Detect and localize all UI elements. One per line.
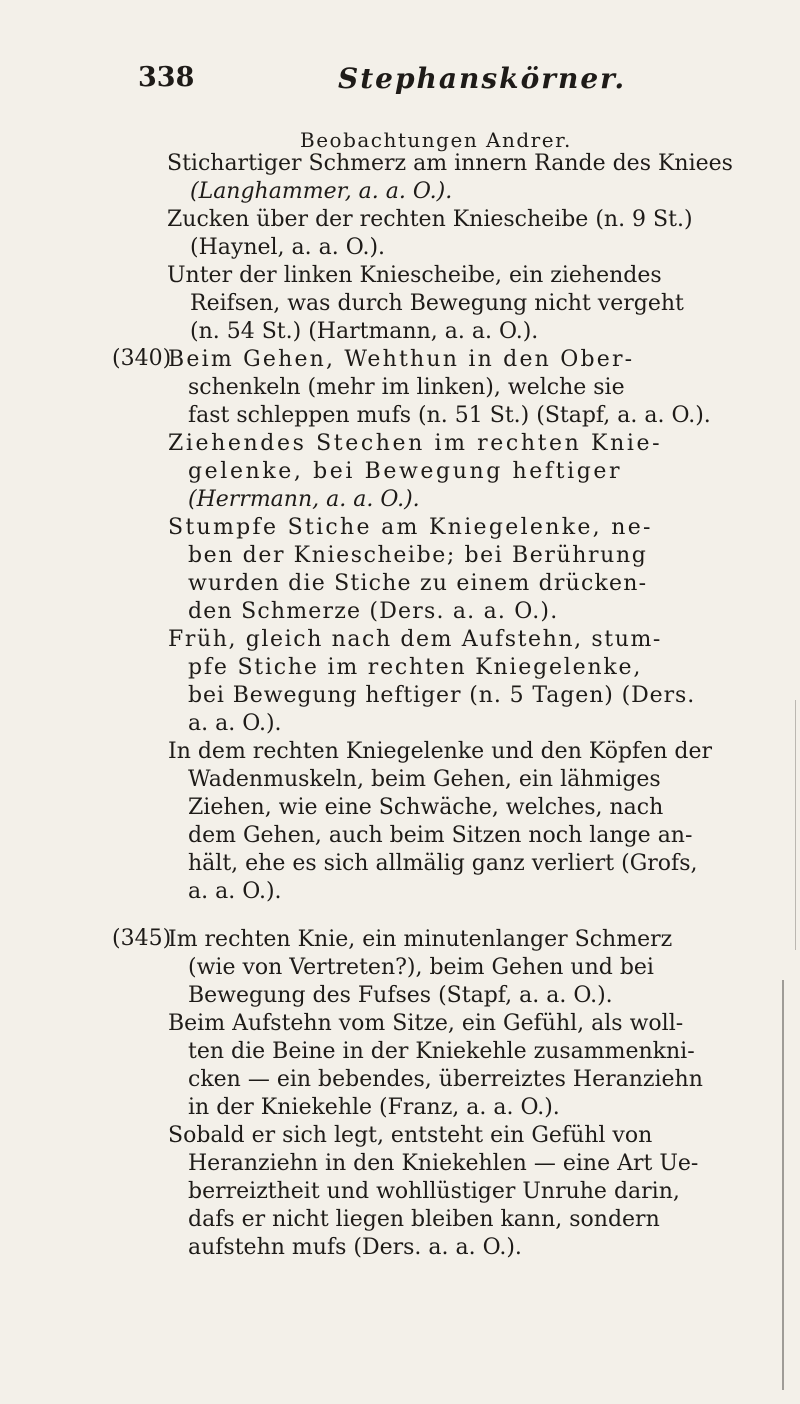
text-line: Bewegung des Fufses (Stapf, a. a. O.). bbox=[188, 983, 613, 1008]
text-line: (Herrmann, a. a. O.). bbox=[188, 487, 420, 512]
text-line: schenkeln (mehr im linken), welche sie bbox=[188, 375, 625, 400]
entry-number: (340) bbox=[112, 346, 172, 371]
running-title: Stephanskörner. bbox=[338, 62, 627, 95]
text-line: den Schmerze (Ders. a. a. O.). bbox=[188, 599, 559, 624]
text-line: Zucken über der rechten Kniescheibe (n. 9 St.) bbox=[167, 207, 693, 232]
page-number: 338 bbox=[138, 62, 195, 93]
text-line: gelenke, bei Bewegung heftiger bbox=[188, 459, 623, 484]
text-line: Ziehen, wie eine Schwäche, welches, nach bbox=[188, 795, 664, 820]
text-line: ben der Kniescheibe; bei Berührung bbox=[188, 543, 648, 568]
text-line: Sobald er sich legt, entsteht ein Gefühl von bbox=[168, 1123, 653, 1148]
text-line: Unter der linken Kniescheibe, ein ziehendes bbox=[167, 263, 662, 288]
text-line: (Langhammer, a. a. O.). bbox=[190, 179, 453, 204]
page-edge-line bbox=[782, 980, 784, 1390]
text-line: (wie von Vertreten?), beim Gehen und bei bbox=[188, 955, 654, 980]
text-line: In dem rechten Kniegelenke und den Köpfen der bbox=[168, 739, 712, 764]
text-line: in der Kniekehle (Franz, a. a. O.). bbox=[188, 1095, 560, 1120]
text-line: a. a. O.). bbox=[188, 879, 282, 904]
text-line: bei Bewegung heftiger (n. 5 Tagen) (Ders. bbox=[188, 683, 696, 708]
text-line: (n. 54 St.) (Hartmann, a. a. O.). bbox=[190, 319, 539, 344]
text-line: Ziehendes Stechen im rechten Knie- bbox=[168, 431, 663, 456]
text-line: cken — ein bebendes, überreiztes Heranziehn bbox=[188, 1067, 703, 1092]
text-line: pfe Stiche im rechten Kniegelenke, bbox=[188, 655, 643, 680]
text-line: a. a. O.). bbox=[188, 711, 282, 736]
section-heading: Beobachtungen Andrer. bbox=[300, 128, 572, 152]
text-line: dafs er nicht liegen bleiben kann, sondern bbox=[188, 1207, 660, 1232]
text-line: Stichartiger Schmerz am innern Rande des Kniees bbox=[167, 151, 733, 176]
text-line: Beim Aufstehn vom Sitze, ein Gefühl, als woll- bbox=[168, 1011, 684, 1036]
text-line: aufstehn mufs (Ders. a. a. O.). bbox=[188, 1235, 522, 1260]
entry-number: (345) bbox=[112, 926, 172, 951]
text-line: Stumpfe Stiche am Kniegelenke, ne- bbox=[168, 515, 653, 540]
text-line: Beim Gehen, Wehthun in den Ober- bbox=[168, 347, 635, 372]
text-line: dem Gehen, auch beim Sitzen noch lange an- bbox=[188, 823, 693, 848]
text-line: (Haynel, a. a. O.). bbox=[190, 235, 386, 260]
text-line: Heranziehn in den Kniekehlen — eine Art Ue- bbox=[188, 1151, 699, 1176]
text-line: fast schleppen mufs (n. 51 St.) (Stapf, a. a. O.). bbox=[188, 403, 711, 428]
page-header bbox=[138, 62, 738, 102]
text-line: wurden die Stiche zu einem drücken- bbox=[188, 571, 648, 596]
text-line: Früh, gleich nach dem Aufstehn, stum- bbox=[168, 627, 662, 652]
page-edge-shadow bbox=[795, 700, 796, 950]
text-line: hält, ehe es sich allmälig ganz verliert (Grofs, bbox=[188, 851, 698, 876]
text-line: Wadenmuskeln, beim Gehen, ein lähmiges bbox=[188, 767, 661, 792]
text-line: berreiztheit und wohllüstiger Unruhe darin, bbox=[188, 1179, 680, 1204]
text-line: Im rechten Knie, ein minutenlanger Schmerz bbox=[168, 927, 673, 952]
text-line: ten die Beine in der Kniekehle zusammenkni- bbox=[188, 1039, 695, 1064]
text-line: Reifsen, was durch Bewegung nicht vergeht bbox=[190, 291, 684, 316]
